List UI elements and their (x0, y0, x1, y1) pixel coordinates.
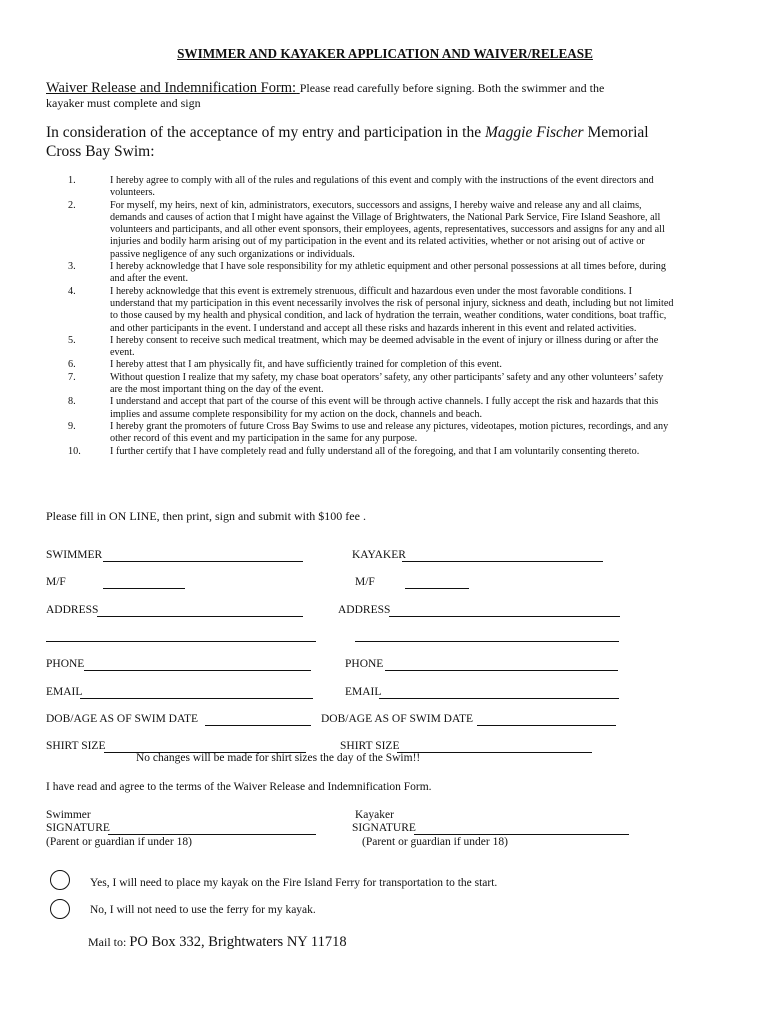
clause-text: For myself, my heirs, next of kin, administrators, executors, successors and assigns, I hereby waive and release any and all claims, demands and causes of action that I might have against the Village of Brightwaters, the National Park Service, Fire Island Seashore, all volunteers and participants, and all other event sponsors, their employees, agents, representatives, successors and assigns for any and all injuries and bodily harm arising out of my participation in the event and its related activities, whether or not arising out of active or passive negligence of any such organizations or individuals. (110, 199, 665, 260)
kayaker-email-label: EMAIL (345, 686, 382, 698)
clause-text: I further certify that I have completely read and fully understand all of the foregoing, and that I am voluntarily consenting thereto. (110, 445, 640, 457)
swimmer-gender-field[interactable] (103, 588, 185, 589)
kayaker-dob-field[interactable] (477, 725, 616, 726)
clause-text: I hereby acknowledge that this event is extremely strenuous, difficult and hazardous even under the most favorable conditions. I understand that my participation in this event necessarily involves the risk of personal injury, sickness and death, including but not limited to those caused by my health and physical condition, and lack of hydration the terrain, weather conditions, water conditions, boat traffic, and other participants in the event. I understand and accept all these risks and hazards inherent in this event and related activities. (110, 285, 674, 334)
kayaker-address-line-2[interactable] (355, 641, 619, 642)
mail-address: PO Box 332, Brightwaters NY 11718 (129, 934, 347, 950)
clause-number: 4. (68, 285, 76, 297)
kayaker-gender-field[interactable] (405, 588, 469, 589)
swimmer-phone-field[interactable] (84, 670, 311, 671)
clause-number: 2. (68, 199, 76, 211)
clause-item (46, 200, 676, 261)
swimmer-shirt-label: SHIRT SIZE (46, 740, 106, 752)
mailing-address (88, 933, 347, 951)
swimmer-guardian-note: (Parent or guardian if under 18) (46, 836, 192, 848)
clause-text: I hereby attest that I am physically fit, and have sufficiently trained for completion of this event. (110, 359, 502, 371)
kayaker-signature-field[interactable] (414, 834, 629, 835)
ferry-no-label: No, I will not need to use the ferry for my kayak. (90, 904, 316, 916)
shirt-size-note: No changes will be made for shirt sizes the day of the Swim!! (136, 752, 421, 764)
consideration-line-2: Cross Bay Swim: (46, 143, 155, 160)
waiver-heading: Waiver Release and Indemnification Form: (46, 80, 297, 96)
kayaker-shirt-field[interactable] (397, 752, 592, 753)
clause-item (46, 261, 676, 286)
ferry-yes-radio[interactable] (50, 870, 70, 890)
kayaker-signature-heading: Kayaker (355, 809, 394, 821)
fill-instruction: Please fill in ON LINE, then print, sign and submit with $100 fee . (46, 509, 366, 523)
waiver-instruction: Please read carefully before signing. Both the swimmer and the (299, 81, 605, 95)
waiver-clause-list (46, 175, 676, 458)
kayaker-dob-label: DOB/AGE AS OF SWIM DATE (321, 713, 474, 725)
mail-prefix: Mail to: (88, 935, 130, 949)
agreement-statement: I have read and agree to the terms of the Waiver Release and Indemnification Form. (46, 781, 432, 793)
swimmer-address-field[interactable] (97, 616, 303, 617)
event-name: Maggie Fischer (485, 124, 584, 141)
kayaker-shirt-label: SHIRT SIZE (340, 740, 400, 752)
clause-number: 7. (68, 371, 76, 383)
clause-item (46, 421, 676, 446)
swimmer-signature-heading: Swimmer (46, 809, 91, 821)
clause-item (46, 372, 676, 397)
clause-number: 8. (68, 396, 76, 408)
ferry-no-radio[interactable] (50, 899, 70, 919)
clause-item (46, 175, 676, 200)
swimmer-address-line-2[interactable] (46, 641, 316, 642)
clause-text: I hereby grant the promoters of future Cross Bay Swims to use and release any pictures, videotapes, motion pictures, recordings, and any other record of this event and my participation in the same for any purpose. (110, 420, 669, 445)
kayaker-address-label: ADDRESS (338, 604, 391, 616)
clause-item (46, 446, 676, 458)
kayaker-email-field[interactable] (379, 698, 619, 699)
kayaker-address-field[interactable] (389, 616, 620, 617)
swimmer-address-label: ADDRESS (46, 604, 99, 616)
clause-text: I hereby agree to comply with all of the rules and regulations of this event and comply with the instructions of the event directors and volunteers. (110, 175, 654, 199)
ferry-yes-label: Yes, I will need to place my kayak on the Fire Island Ferry for transportation to the start. (90, 877, 498, 889)
waiver-heading-line (46, 80, 604, 97)
form-title: SWIMMER AND KAYAKER APPLICATION AND WAIVER/RELEASE (177, 46, 593, 61)
clause-number: 3. (68, 261, 76, 273)
consideration-text-end: Memorial (583, 124, 649, 141)
swimmer-signature-label: SIGNATURE (46, 822, 110, 834)
clause-item (46, 335, 676, 360)
kayaker-gender-label: M/F (355, 576, 375, 588)
swimmer-phone-label: PHONE (46, 658, 85, 670)
kayaker-guardian-note: (Parent or guardian if under 18) (362, 836, 508, 848)
clause-item (46, 286, 676, 335)
clause-number: 6. (68, 359, 76, 371)
clause-text: I understand and accept that part of the course of this event will be through active channels. I fully accept the risk and hazards that this implies and assume complete responsibility for my action on the dock, channels and beach. (110, 396, 659, 420)
consideration-text: In consideration of the acceptance of my entry and participation in the (46, 124, 485, 141)
kayaker-name-field[interactable] (402, 561, 603, 562)
clause-item (46, 396, 676, 421)
clause-text: I hereby acknowledge that I have sole responsibility for my athletic equipment and other personal possessions at all times before, during and after the event. (110, 261, 666, 285)
waiver-instruction-cont: kayaker must complete and sign (46, 96, 201, 110)
swimmer-email-field[interactable] (80, 698, 313, 699)
kayaker-label: KAYAKER (352, 549, 406, 561)
clause-item (46, 359, 676, 371)
swimmer-name-field[interactable] (103, 561, 303, 562)
kayaker-phone-field[interactable] (385, 670, 618, 671)
swimmer-gender-label: M/F (46, 576, 66, 588)
swimmer-dob-label: DOB/AGE AS OF SWIM DATE (46, 713, 199, 725)
clause-text: Without question I realize that my safety, my chase boat operators’ safety, any other participants’ safety and any other volunteers’ safety are the most important thing on the day of the event. (110, 371, 664, 396)
consideration-line-1 (46, 124, 649, 142)
clause-number: 10. (68, 445, 81, 457)
kayaker-signature-label: SIGNATURE (352, 822, 416, 834)
swimmer-email-label: EMAIL (46, 686, 83, 698)
clause-number: 9. (68, 420, 76, 432)
swimmer-dob-field[interactable] (205, 725, 311, 726)
swimmer-label: SWIMMER (46, 549, 103, 561)
clause-number: 5. (68, 334, 76, 346)
clause-text: I hereby consent to receive such medical treatment, which may be deemed advisable in the event of injury or illness during or after the event. (110, 334, 659, 359)
swimmer-signature-field[interactable] (108, 834, 316, 835)
kayaker-phone-label: PHONE (345, 658, 384, 670)
clause-number: 1. (68, 175, 76, 186)
